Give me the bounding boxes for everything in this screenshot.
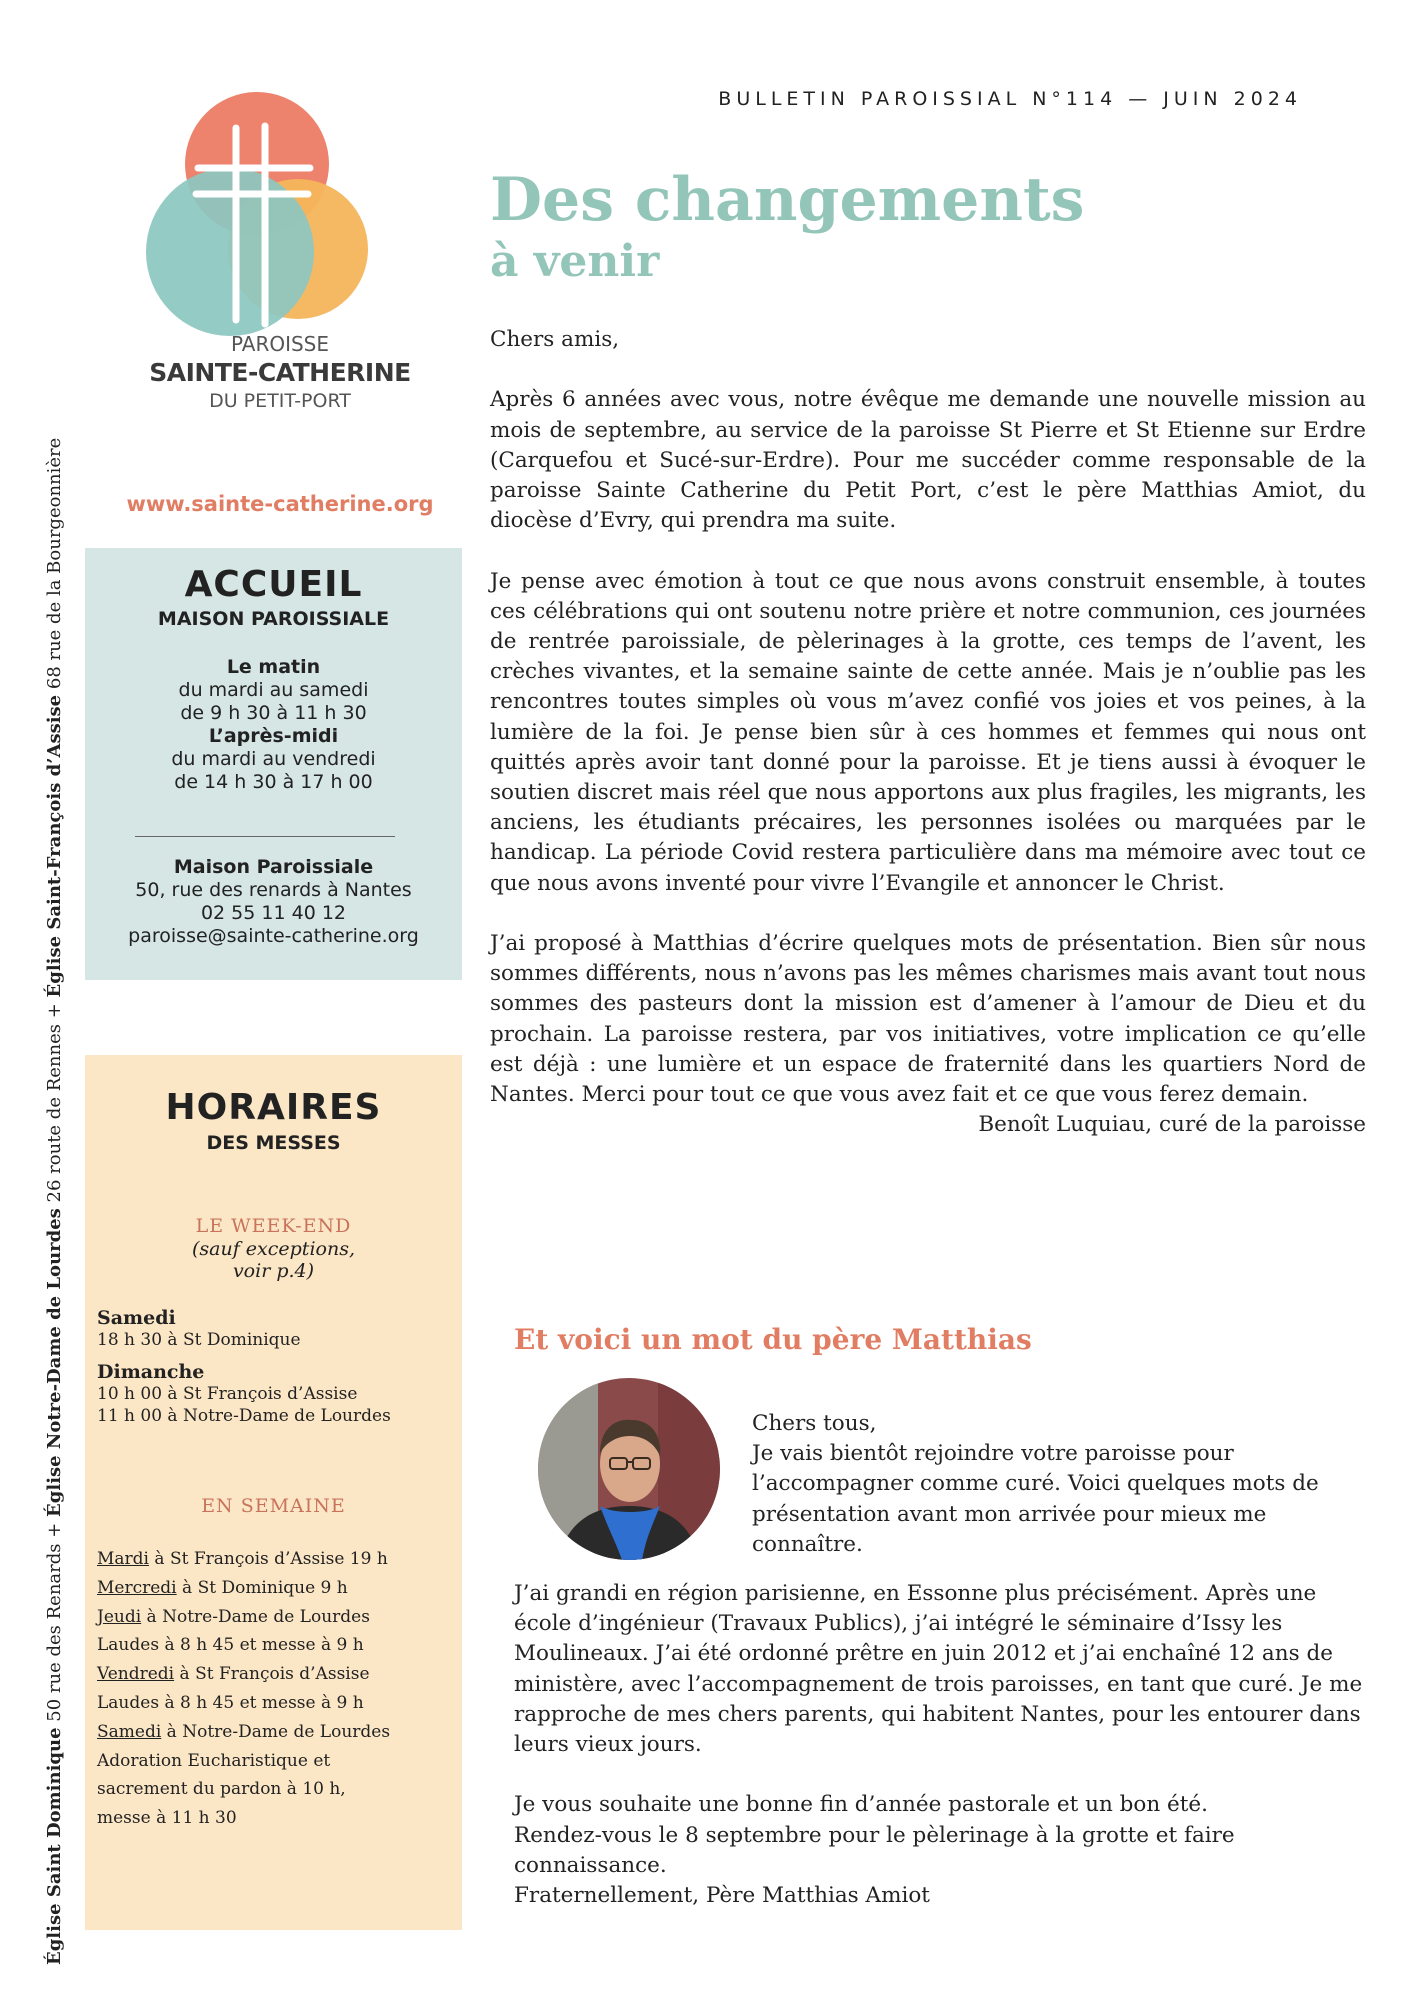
weekend-heading: LE WEEK-END [195,1215,352,1237]
matthias-closing: Je vous souhaite une bonne fin d’année pastorale et un bon été. [514,1792,1208,1818]
semaine-day: Jeudi [97,1606,142,1627]
letter-paragraph: J’ai proposé à Matthias d’écrire quelques mots de présentation. Bien sûr nous sommes différents, nous n’avons pas les mêmes charismes mais avant tout nous sommes des pasteurs dont la mission est d’amener à l’amour de Dieu et du prochain. La paroisse restera, par vos initiatives, votre implication ce qu’elle est déjà : une lumière et un espace de fraternité dans les quartiers Nord de Nantes. Merci pour tout ce que vous avez fait et ce que vous ferez demain. [490,931,1366,1108]
semaine-line [97,1660,452,1689]
letter-paragraph: Je pense avec émotion à tout ce que nous avons construit ensemble, à toutes ces célébrations qui ont soutenu notre prière et notre communion, ces journées de rentrée paroissiale, de pèlerinages à la grotte, ces temps de l’avent, les crèches vivantes, et la semaine sainte de cette année. Mais je n’oublie pas les rencontres toutes simples où vous m’avez confié vos joies et vos peines, à la lumière de la foi. Je pense bien sûr à ces hommes et femmes qui nous ont quittés après avoir tant donné pour la paroisse. Et je tiens aussi à évoquer le soutien discret mais réel que nous apportons aux plus fragiles, les migrants, les anciens, les étudiants précaires, les personnes isolées ou marquées par le handicap. La période Covid restera particulière dans ma mémoire avec tout ce que nous avons inventé pour vivre l’Evangile et annoncer le Christ. [490,568,1366,896]
accueil-subtitle: MAISON PAROISSIALE [157,608,390,630]
church-2-address: 26 route de Rennes + [44,997,65,1209]
morning-label: Le matin [226,656,321,678]
semaine-text: à Notre-Dame de Lourdes [161,1721,391,1742]
semaine-line [97,1545,452,1574]
afternoon-label: L’après-midi [208,725,339,747]
matthias-greeting: Chers tous, [752,1411,877,1436]
accueil-contact [85,856,462,948]
semaine-line [97,1718,452,1747]
church-3-name: Église Saint-François d’Assise [44,694,65,998]
letter-greeting: Chers amis, [490,327,620,352]
semaine-day: Mercredi [97,1577,177,1598]
accueil-hours [85,656,462,794]
headline-title: Des changements [490,165,1085,235]
logo-text-petit-port: DU PETIT-PORT [209,390,351,412]
semaine-text: Adoration Eucharistique et [97,1750,331,1771]
accueil-divider [135,836,395,837]
semaine-day: Samedi [97,1721,162,1742]
contact-email[interactable]: paroisse@sainte-catherine.org [128,925,419,947]
logo-text-sainte-catherine: SAINTE-CATHERINE [149,358,411,387]
semaine-text: à St François d’Assise [174,1664,370,1685]
matthias-section-title: Et voici un mot du père Matthias [514,1323,1032,1356]
letter-signature: Benoît Luquiau, curé de la paroisse [978,1112,1366,1138]
church-3-address: 68 rue de la Bourgeonnière [44,437,65,695]
semaine-line [97,1775,452,1804]
matthias-intro [752,1409,1352,1560]
semaine-text: à Notre-Dame de Lourdes [141,1606,370,1627]
logo-text-paroisse: PAROISSE [230,332,330,356]
weekend-mass-line: 11 h 00 à Notre-Dame de Lourdes [97,1406,391,1426]
semaine-text: sacrement du pardon à 10 h, [97,1779,346,1800]
morning-hours: de 9 h 30 à 11 h 30 [180,702,367,724]
matthias-closing: Rendez-vous le 8 septembre pour le pèlerinage à la grotte et faire connaissance. [514,1822,1235,1878]
semaine-text: à St François d’Assise 19 h [149,1549,388,1569]
accueil-title: ACCUEIL [184,564,363,605]
semaine-day: Mardi [97,1549,149,1569]
contact-address: 50, rue des renards à Nantes [135,879,412,901]
semaine-line [97,1747,452,1776]
weekend-day-dimanche: Dimanche [97,1361,205,1383]
semaine-text: Laudes à 8 h 45 et messe à 9 h [97,1635,364,1656]
cure-letter [490,325,1366,1140]
weekend-schedule [97,1307,452,1427]
weekend-note-line-1: (sauf exceptions, [192,1238,355,1260]
semaine-text: messe à 11 h 30 [97,1808,237,1829]
afternoon-hours: de 14 h 30 à 17 h 00 [174,771,373,793]
morning-days: du mardi au samedi [178,679,369,701]
semaine-line [97,1603,452,1632]
semaine-text: à St Dominique 9 h [176,1577,348,1598]
semaine-day: Vendredi [97,1664,175,1685]
horaires-box [85,1055,462,1930]
semaine-line [97,1804,452,1833]
weekend-note [85,1238,462,1282]
horaires-title: HORAIRES [165,1087,382,1128]
semaine-text: Laudes à 8 h 45 et messe à 9 h [97,1692,364,1713]
matthias-body [514,1579,1366,1911]
weekend-mass-line: 18 h 30 à St Dominique [97,1330,301,1350]
matthias-paragraph: J’ai grandi en région parisienne, en Essonne plus précisément. Après une école d’ingénieur (Travaux Publics), j’ai intégré le séminaire d’Issy les Moulineaux. J’ai été ordonné prêtre en juin 2012 et j’ai enchaîné 12 ans de ministère, avec l’accompagnement de trois paroisses, en tant que curé. Je me rapproche de mes chers parents, qui habitent Nantes, pour les entourer dans leurs vieux jours. [514,1581,1363,1758]
headline-subtitle: à venir [490,236,660,287]
semaine-line [97,1574,452,1603]
matthias-intro-text: Je vais bientôt rejoindre votre paroisse pour l’accompagner comme curé. Voici quelques mots de présentation avant mon arrivée pour mieux me connaître. [752,1441,1319,1557]
afternoon-days: du mardi au vendredi [171,748,376,770]
weekend-mass-line: 10 h 00 à St François d’Assise [97,1384,358,1404]
contact-name: Maison Paroissiale [173,856,374,878]
semaine-line [97,1689,452,1718]
bulletin-header: BULLETIN PAROISSIAL N°114 — JUIN 2024 [718,88,1302,110]
semaine-line [97,1631,452,1660]
church-2-name: Église Notre-Dame de Lourdes [44,1208,65,1517]
matthias-signature: Fraternellement, Père Matthias Amiot [514,1883,930,1909]
accueil-box [85,548,462,980]
weekend-note-line-2: voir p.4) [232,1260,315,1282]
portrait-photo [538,1378,720,1560]
horaires-subtitle: DES MESSES [206,1132,341,1154]
semaine-schedule [97,1545,452,1833]
semaine-heading: EN SEMAINE [201,1495,346,1517]
church-1-name: Église Saint Dominique [44,1727,65,1965]
letter-paragraph: Après 6 années avec vous, notre évêque me demande une nouvelle mission au mois de septembre, au service de la paroisse St Pierre et St Etienne sur Erdre (Carquefou et Sucé-sur-Erdre). Pour me succéder comme responsable de la paroisse Sainte Catherine du Petit Port, c’est le père Matthias Amiot, du diocèse d’Evry, qui prendra ma suite. [490,387,1366,534]
website-link[interactable]: www.sainte-catherine.org [126,492,434,516]
contact-phone[interactable]: 02 55 11 40 12 [200,902,347,924]
weekend-day-samedi: Samedi [97,1307,176,1329]
church-addresses-vertical [38,275,72,1965]
church-1-address: 50 rue des Renards + [44,1516,65,1728]
